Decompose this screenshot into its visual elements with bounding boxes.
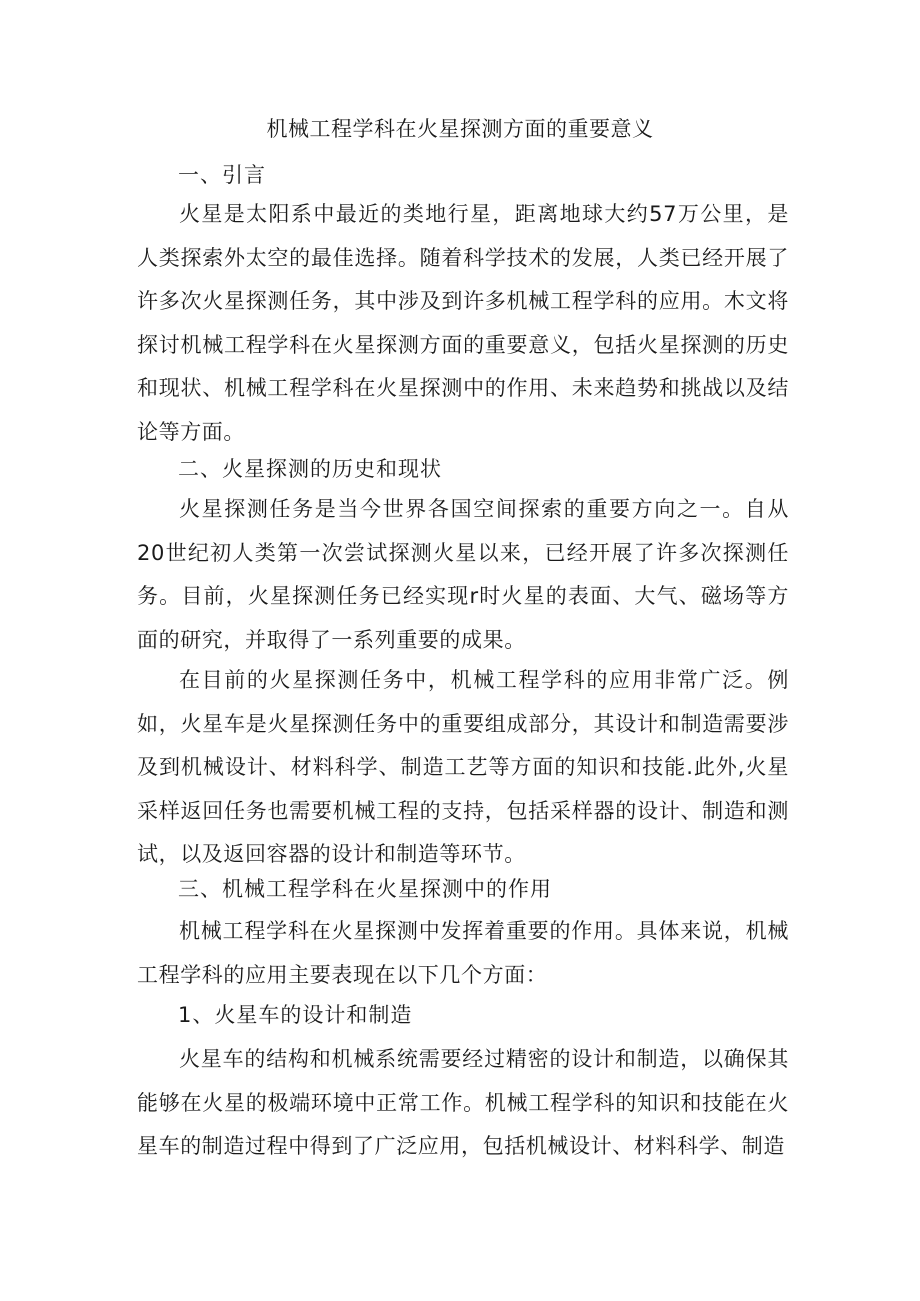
paragraph-history-1: 火星探测任务是当今世界各国空间探索的重要方向之一。自从20世纪初人类第一次尝试探测火星以来，已经开展了许多次探测任务。目前，火星探测任务已经实现r时火星的表面、大气、磁场等方面的研究，并取得了一系列重要的成果。: [137, 497, 789, 652]
paragraph-introduction: 火星是太阳系中最近的类地行星，距离地球大约57万公里，是人类探索外太空的最佳选择。随着科学技术的发展，人类已经开展了许多次火星探测任务，其中涉及到许多机械工程学科的应用。木文将探讨机械工程学科在火星探测方面的重要意义，包括火星探测的历史和现状、机械工程学科在火星探测中的作用、未来趋势和挑战以及结论等方面。: [137, 202, 789, 444]
section-heading-introduction: 一、引言: [178, 163, 266, 187]
paragraph-rover: 火星车的结构和机械系统需要经过精密的设计和制造，以确保其能够在火星的极端环境中正常工作。机械工程学科的知识和技能在火星车的制造过程中得到了广泛应用，包括机械设计、材料科学、制造: [137, 1047, 789, 1158]
document-title: 机械工程学科在火星探测方面的重要意义: [266, 117, 654, 141]
paragraph-history-2: 在目前的火星探测任务中，机械工程学科的应用非常广泛。例如，火星车是火星探测任务中的重要组成部分，其设计和制造需要涉及到机械设计、材料科学、制造工艺等方面的知识和技能.此外,火星采样返回任务也需要机械工程的支持，包括采样器的设计、制造和测试，以及返回容器的设计和制造等环节。: [137, 668, 789, 866]
subsection-heading-rover: 1、火星车的设计和制造: [178, 1003, 413, 1027]
section-heading-role: 三、机械工程学科在火星探测中的作用: [178, 877, 552, 901]
section-heading-history: 二、火星探测的历史和现状: [178, 457, 442, 481]
paragraph-role: 机械工程学科在火星探测中发挥着重要的作用。具体来说，机械工程学科的应用主要表现在以下几个方面：: [137, 919, 789, 987]
